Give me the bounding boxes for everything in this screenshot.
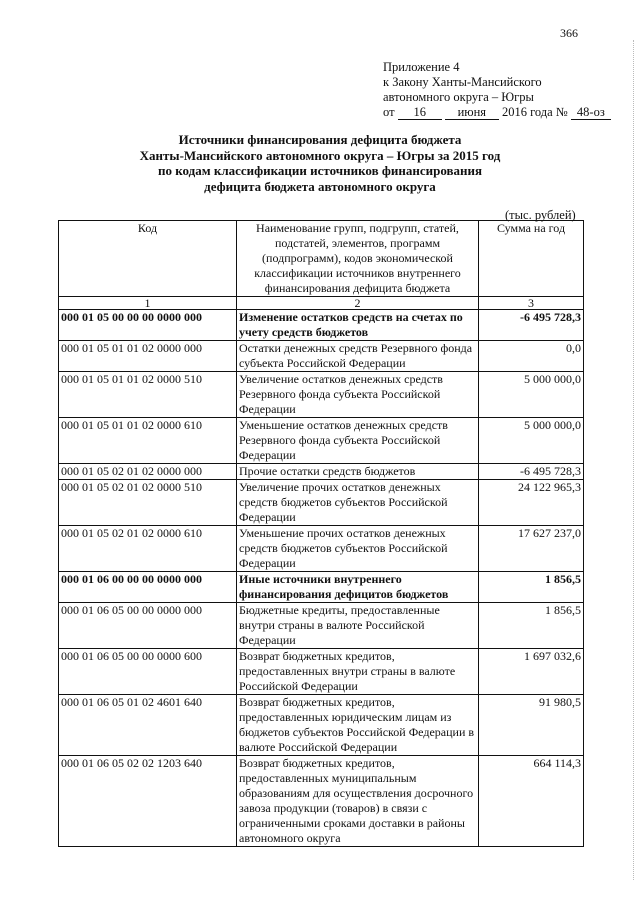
table-row — [59, 372, 584, 418]
row-name: Возврат бюджетных кредитов, предоставленных муниципальным образованиям для осуществления досрочного завоза продукции (товаров) в связи с ограниченными сроками доставки в районы автономного округа — [237, 756, 479, 847]
row-amount: 91 980,5 — [479, 695, 584, 756]
header-name: Наименование групп, подгрупп, статей, подстатей, элементов, программ (подпрограмм), кодов экономической классификации источников внутреннего финансирования дефицита бюджета — [237, 221, 479, 297]
row-amount: 5 000 000,0 — [479, 372, 584, 418]
row-amount: 17 627 237,0 — [479, 526, 584, 572]
row-amount: 0,0 — [479, 341, 584, 372]
row-code: 000 01 05 02 01 02 0000 000 — [59, 464, 237, 480]
table-row — [59, 341, 584, 372]
row-amount: 5 000 000,0 — [479, 418, 584, 464]
row-code: 000 01 05 00 00 00 0000 000 — [59, 310, 237, 341]
date-day: 16 — [398, 106, 442, 120]
column-number-row — [59, 297, 584, 310]
document-title — [60, 132, 580, 194]
row-amount: 1 856,5 — [479, 572, 584, 603]
column-number: 1 — [59, 297, 237, 310]
page-number: 366 — [560, 26, 578, 40]
title-line-4: дефицита бюджета автономного округа — [204, 178, 436, 194]
appendix-header — [383, 60, 611, 120]
row-code: 000 01 06 05 00 00 0000 600 — [59, 649, 237, 695]
row-code: 000 01 06 05 01 02 4601 640 — [59, 695, 237, 756]
row-name: Возврат бюджетных кредитов, предоставленных внутри страны в валюте Российской Федерации — [237, 649, 479, 695]
appendix-date-line — [383, 105, 611, 120]
page-edge — [632, 40, 634, 880]
row-amount: 664 114,3 — [479, 756, 584, 847]
header-code: Код — [59, 221, 237, 297]
row-name: Иные источники внутреннего финансирования дефицитов бюджетов — [237, 572, 479, 603]
row-amount: 24 122 965,3 — [479, 480, 584, 526]
row-amount: -6 495 728,3 — [479, 464, 584, 480]
table-row — [59, 480, 584, 526]
row-amount: 1 856,5 — [479, 603, 584, 649]
row-name: Изменение остатков средств на счетах по учету средств бюджетов — [237, 310, 479, 341]
date-month: июня — [445, 106, 499, 120]
row-code: 000 01 05 01 01 02 0000 610 — [59, 418, 237, 464]
row-code: 000 01 05 01 01 02 0000 510 — [59, 372, 237, 418]
row-name: Бюджетные кредиты, предоставленные внутри страны в валюте Российской Федерации — [237, 603, 479, 649]
table-row — [59, 464, 584, 480]
appendix-line-2: к Закону Ханты-Мансийского — [383, 75, 542, 89]
row-code: 000 01 06 05 00 00 0000 000 — [59, 603, 237, 649]
row-name: Возврат бюджетных кредитов, предоставленных юридическим лицам из бюджетов субъектов Российской Федерации в валюте Российской Федерации — [237, 695, 479, 756]
title-line-1: Источники финансирования дефицита бюджета — [178, 132, 462, 147]
row-name: Увеличение прочих остатков денежных средств бюджетов субъектов Российской Федерации — [237, 480, 479, 526]
row-code: 000 01 05 01 01 02 0000 000 — [59, 341, 237, 372]
date-year: 2016 года № — [501, 105, 568, 119]
table-row — [59, 603, 584, 649]
column-number: 3 — [479, 297, 584, 310]
table-body — [59, 310, 584, 847]
row-name: Прочие остатки средств бюджетов — [237, 464, 479, 480]
row-name: Уменьшение прочих остатков денежных средств бюджетов субъектов Российской Федерации — [237, 526, 479, 572]
row-amount: -6 495 728,3 — [479, 310, 584, 341]
header-sum: Сумма на год — [479, 221, 584, 297]
column-number: 2 — [237, 297, 479, 310]
law-number: 48-оз — [571, 106, 611, 120]
row-code: 000 01 05 02 01 02 0000 510 — [59, 480, 237, 526]
row-name: Уменьшение остатков денежных средств Резервного фонда субъекта Российской Федерации — [237, 418, 479, 464]
units-label: (тыс. рублей) — [505, 208, 576, 222]
appendix-line-1: Приложение 4 — [383, 60, 460, 74]
row-code: 000 01 06 00 00 00 0000 000 — [59, 572, 237, 603]
date-prefix: от — [383, 105, 395, 119]
row-code: 000 01 06 05 02 02 1203 640 — [59, 756, 237, 847]
table-row — [59, 649, 584, 695]
appendix-line-3: автономного округа – Югры — [383, 90, 534, 104]
row-name: Увеличение остатков денежных средств Резервного фонда субъекта Российской Федерации — [237, 372, 479, 418]
title-line-2: Ханты-Мансийского автономного округа – Югры за 2015 год — [139, 147, 501, 163]
title-line-3: по кодам классификации источников финансирования — [157, 163, 483, 178]
budget-table — [58, 220, 584, 847]
row-code: 000 01 05 02 01 02 0000 610 — [59, 526, 237, 572]
table-row — [59, 418, 584, 464]
table-header-row — [59, 221, 584, 297]
table-row — [59, 756, 584, 847]
table-row — [59, 310, 584, 341]
row-amount: 1 697 032,6 — [479, 649, 584, 695]
table-row — [59, 572, 584, 603]
table-row — [59, 695, 584, 756]
row-name: Остатки денежных средств Резервного фонда субъекта Российской Федерации — [237, 341, 479, 372]
table-row — [59, 526, 584, 572]
